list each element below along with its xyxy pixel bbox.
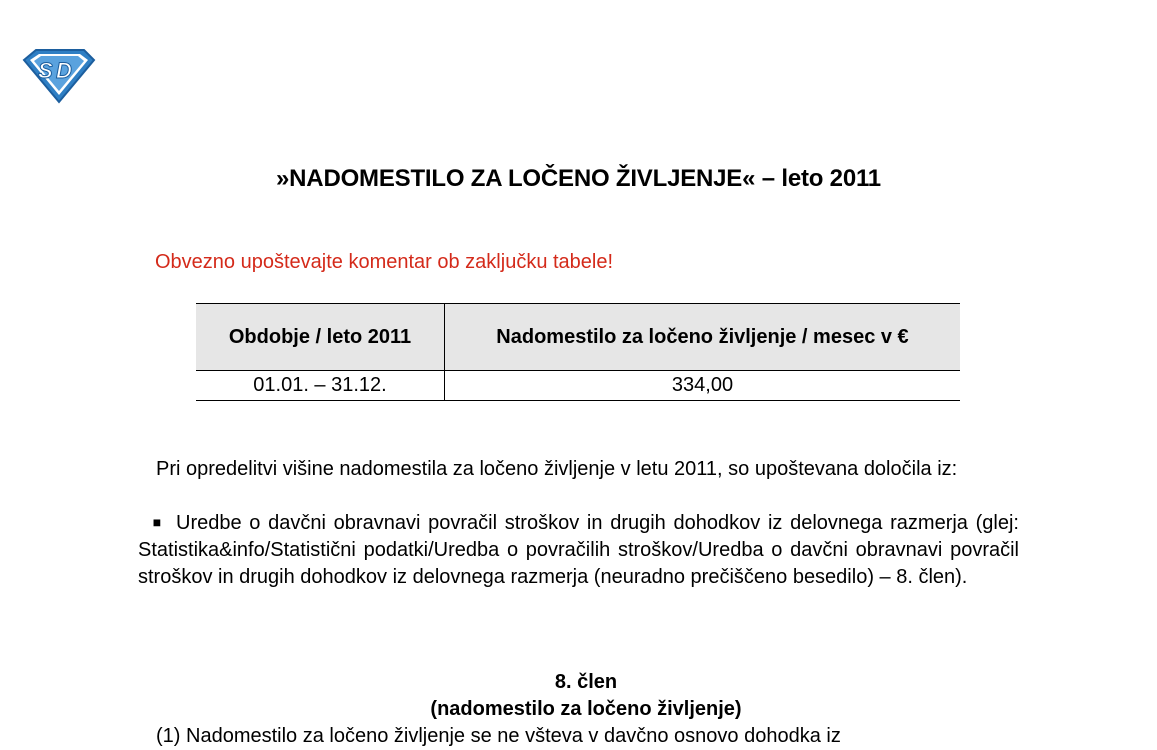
cell-amount: 334,00 — [445, 371, 961, 401]
bullet-text: Uredbe o davčni obravnavi povračil stroškov in drugih dohodkov iz delovnega razmerja (glej: Statistika&info/Statistični podatki/Uredba o povračilih stroškov/Uredba o davčni obravnavi povračil stroškov in drugih dohodkov iz delovnega razmerja (neuradno prečiščeno besedilo) – 8. člen). — [138, 512, 1019, 588]
bullet-square-icon: ■ — [152, 514, 162, 530]
intro-paragraph: Pri opredelitvi višine nadomestila za ločeno življenje v letu 2011, so upoštevana določila iz: — [156, 458, 958, 480]
article-text: (1) Nadomestilo za ločeno življenje se ne všteva v davčno osnovo dohodka iz — [156, 725, 841, 747]
table-row — [196, 371, 960, 401]
column-header-period: Obdobje / leto 2011 — [196, 304, 445, 371]
svg-text:S: S — [38, 58, 53, 83]
warning-note: Obvezno upoštevajte komentar ob zaključku tabele! — [155, 251, 614, 273]
article-subheading: (nadomestilo za ločeno življenje) — [430, 698, 742, 720]
svg-text:D: D — [56, 58, 72, 83]
table-header-row — [196, 304, 960, 371]
page-title: »NADOMESTILO ZA LOČENO ŽIVLJENJE« – leto 2011 — [276, 165, 881, 192]
bullet-paragraph — [138, 509, 1019, 591]
article-heading: 8. člen — [554, 671, 618, 693]
sd-shield-logo-icon — [22, 48, 96, 104]
column-header-allowance: Nadomestilo za ločeno življenje / mesec v € — [445, 304, 961, 371]
rates-table — [196, 303, 960, 401]
cell-period: 01.01. – 31.12. — [196, 371, 445, 401]
